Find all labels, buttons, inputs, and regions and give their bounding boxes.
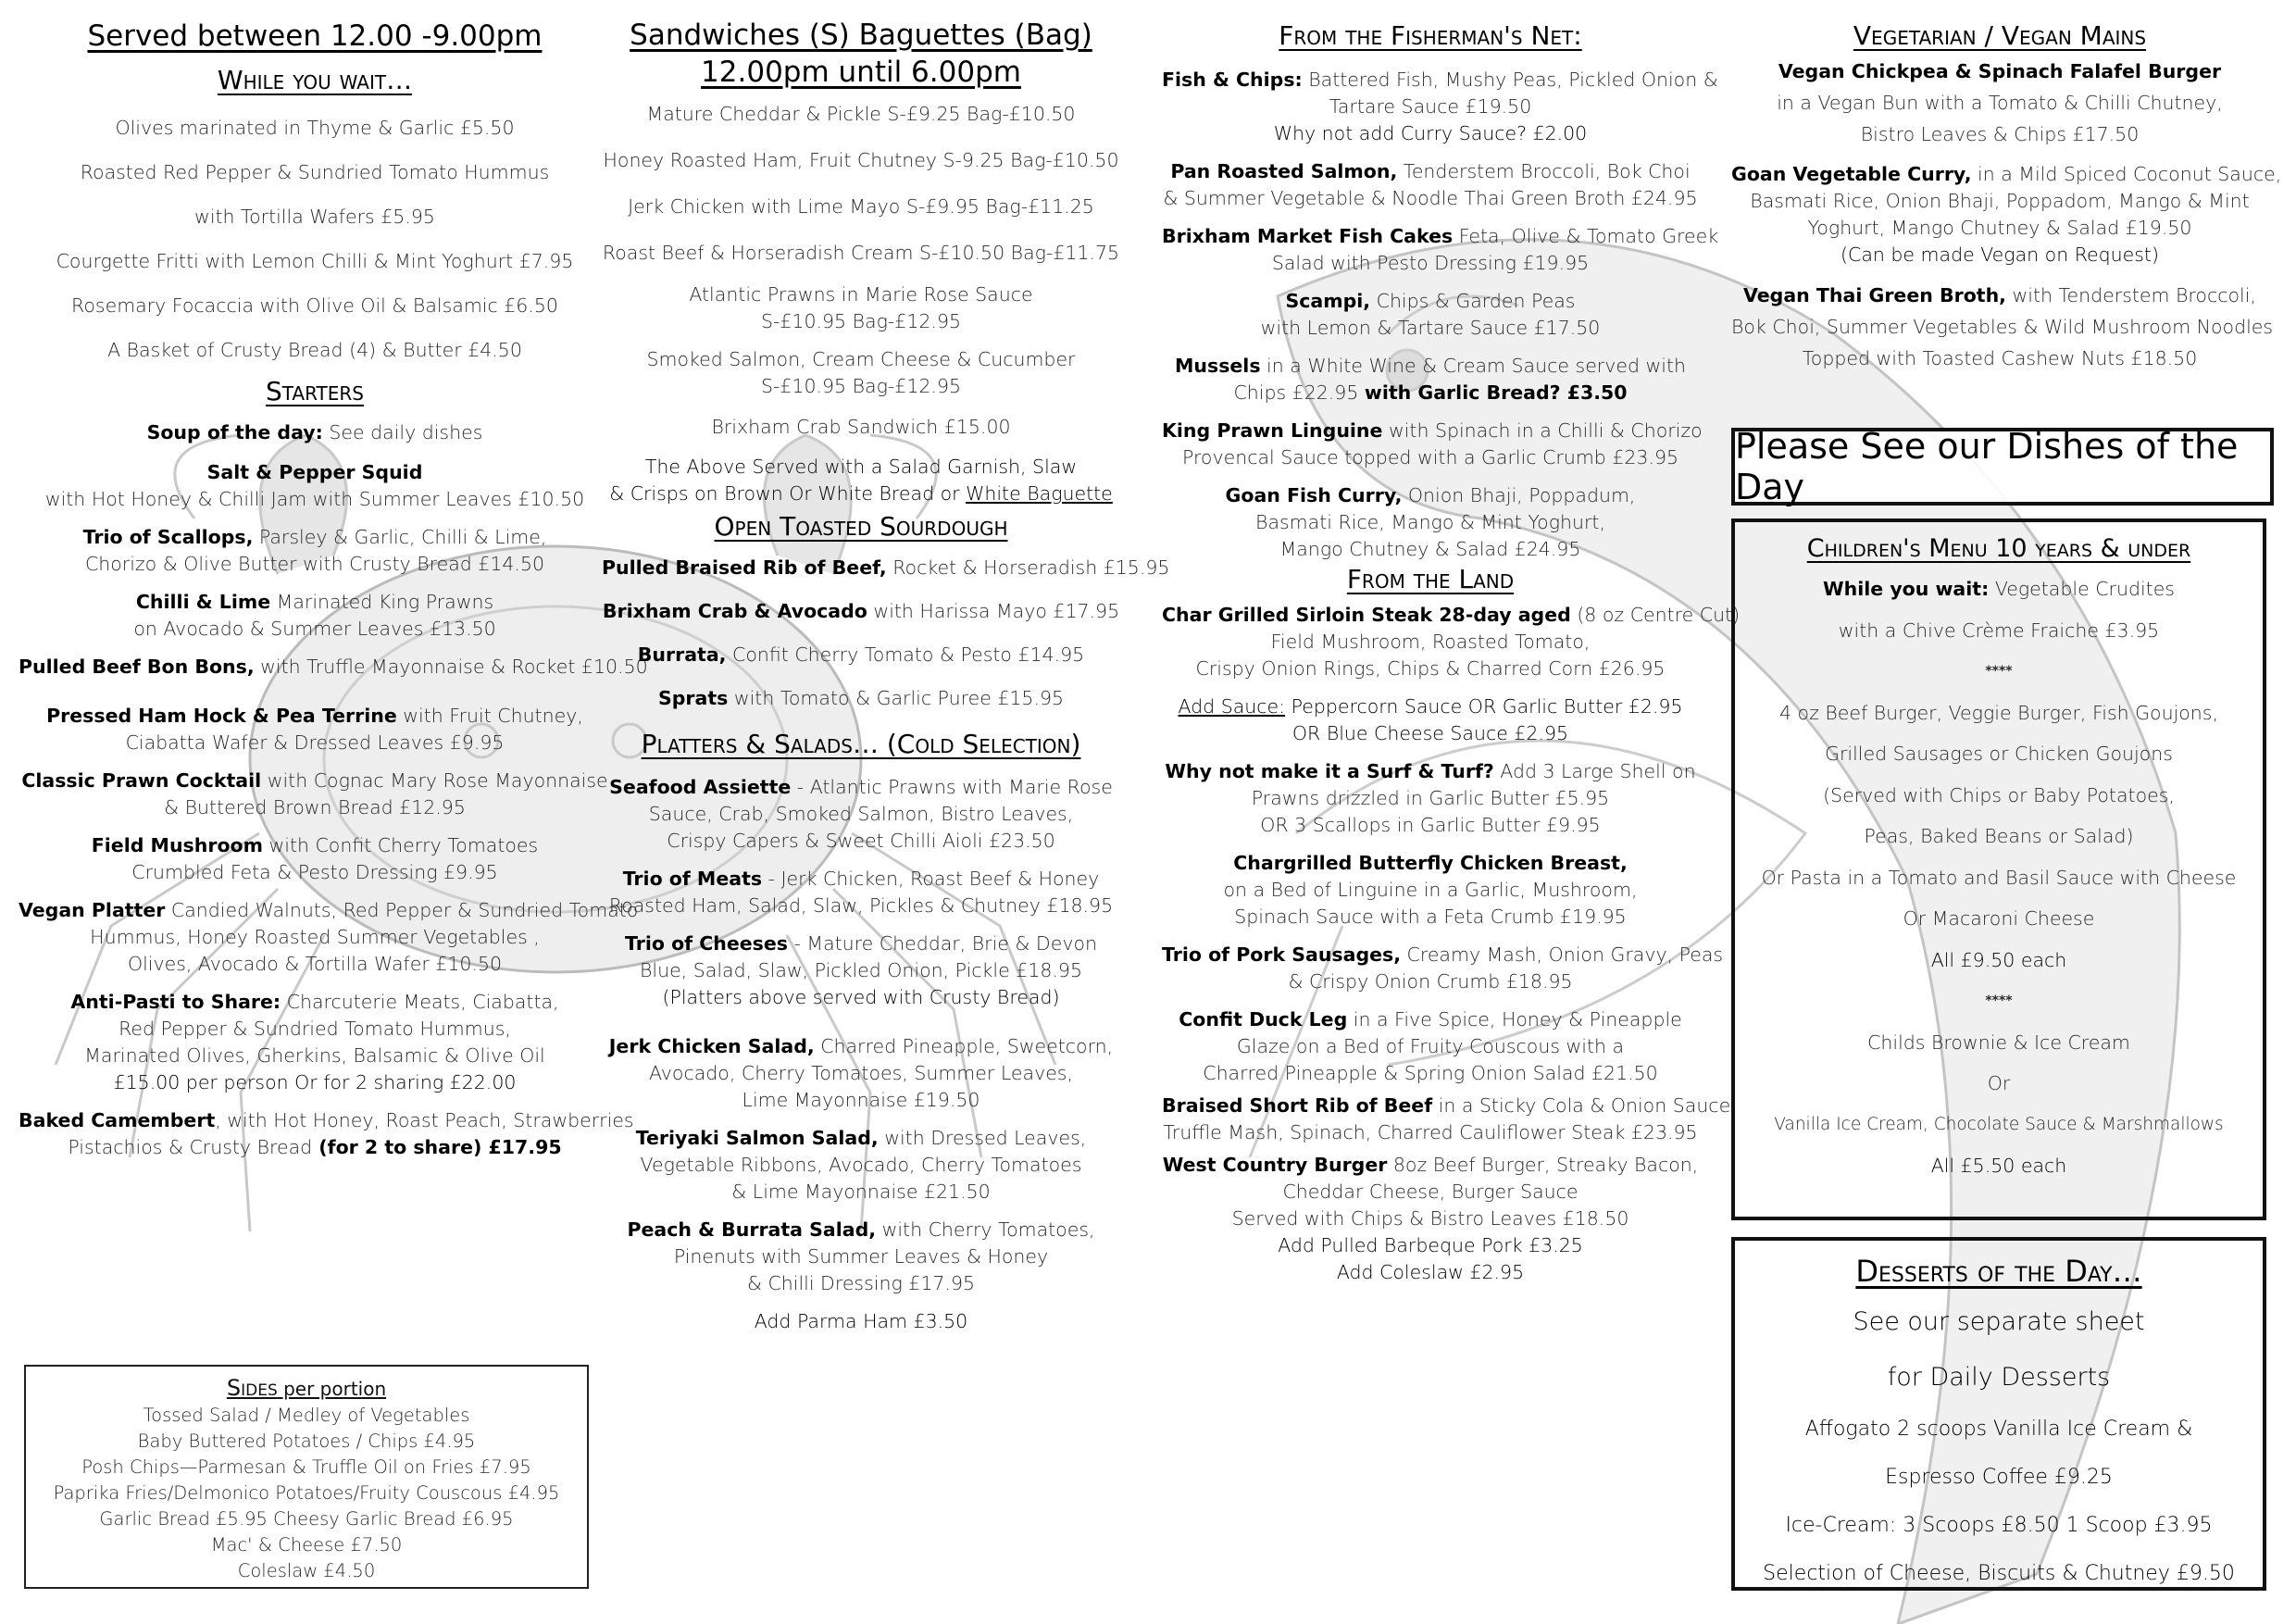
item-detail: OR 3 Scallops in Garlic Butter £9.95 (1260, 814, 1601, 836)
item-detail: with a Chive Crème Fraiche £3.95 (1838, 618, 2160, 642)
platter-item (602, 931, 1120, 957)
item-name: Field Mushroom (91, 834, 263, 856)
item-name: Anti-Pasti to Share: (70, 991, 281, 1013)
item-detail: Pinenuts with Summer Leaves & Honey (673, 1245, 1049, 1268)
item-name: Seafood Assiette (609, 776, 792, 798)
item-detail: Vegetable Ribbons, Avocado, Cherry Tomatoes (640, 1154, 1082, 1176)
platters-heading: Platters & Salads… (Cold Selection) (641, 729, 1081, 759)
sandwich-item: Brixham Crab Sandwich £15.00 (711, 416, 1011, 438)
column-vegetarian (1731, 17, 2282, 374)
item-detail: & Chilli Dressing £17.95 (746, 1272, 976, 1294)
salad-item (602, 1217, 1120, 1243)
starter-item (19, 459, 611, 486)
menu-item: Courgette Fritti with Lemon Chilli & Mint Yoghurt £7.95 (56, 250, 574, 272)
separator-stars: **** (1985, 664, 2013, 679)
vegan-platter (19, 897, 639, 924)
item-name: Brixham Crab & Avocado (602, 600, 867, 622)
sandwich-item: Smoked Salmon, Cream Cheese & Cucumber (646, 348, 1076, 370)
fish-item (1162, 418, 1703, 444)
fish-item (1162, 288, 1699, 315)
side-item: Mac' & Cheese £7.50 (210, 1534, 403, 1555)
item-extra: Add Coleslaw £2.95 (1336, 1261, 1525, 1283)
side-item: Posh Chips—Parmesan & Truffle Oil on Fries £7.95 (81, 1456, 531, 1478)
sourdough-item (602, 633, 1120, 677)
item-name: Pressed Ham Hock & Pea Terrine (46, 705, 397, 727)
land-item (1162, 602, 1741, 629)
item-name: Trio of Meats (622, 868, 763, 890)
item-detail-text: Chips £22.95 (1233, 381, 1365, 404)
item-name: Fish & Chips: (1162, 69, 1303, 91)
item-detail: Yoghurt, Mango Chutney & Salad £19.50 (1807, 217, 2192, 239)
starter-item (19, 524, 611, 551)
item-desc: - Mature Cheddar, Brie & Devon (787, 932, 1097, 955)
kids-item: Or Pasta in a Tomato and Basil Sauce with Cheese (1761, 866, 2237, 889)
item-detail: Avocado, Cherry Tomatoes, Summer Leaves, (648, 1062, 1074, 1084)
item-detail: Crispy Onion Rings, Chips & Charred Corn £26.95 (1195, 657, 1666, 680)
item-desc: in a Five Spice, Honey & Pineapple (1347, 1008, 1682, 1031)
item-name: Why not make it a Surf & Turf? (1165, 760, 1494, 782)
item-detail: Roasted Ham, Salad, Slaw, Pickles & Chutney £18.95 (608, 894, 1114, 917)
item-detail: Salad with Pesto Dressing £19.95 (1271, 252, 1590, 274)
item-name: Soup of the day: (146, 421, 323, 443)
side-item: Coleslaw £4.50 (237, 1560, 376, 1581)
salad-item (602, 1033, 1120, 1060)
item-detail: with Hot Honey & Chilli Jam with Summer Leaves £10.50 (44, 488, 585, 510)
side-item: Baby Buttered Potatoes / Chips £4.95 (137, 1430, 476, 1452)
item-desc: with Tenderstem Broccoli, (2005, 284, 2256, 306)
dessert-item: Selection of Cheese, Biscuits & Chutney £9.50 (1763, 1562, 2235, 1585)
veg-item (1731, 280, 2268, 311)
item-detail: with Lemon & Tartare Sauce £17.50 (1260, 317, 1601, 339)
item-desc: Charred Pineapple, Sweetcorn, (814, 1035, 1114, 1057)
sandwiches-hours: 12.00pm until 6.00pm (701, 56, 1021, 89)
item-detail: Chorizo & Olive Butter with Crusty Bread £14.50 (84, 553, 545, 575)
served-note: The Above Served with a Salad Garnish, Slaw (644, 456, 1078, 478)
desserts-note: See our separate sheet (1853, 1307, 2145, 1336)
sandwich-item: Roast Beef & Horseradish Cream S-£10.50 Bag-£11.75 (602, 242, 1120, 264)
item-detail: Marinated Olives, Gherkins, Balsamic & Olive Oil (84, 1044, 545, 1067)
kids-item: 4 oz Beef Burger, Veggie Burger, Fish Goujons, (1779, 701, 2218, 724)
item-name: Mussels (1175, 355, 1261, 377)
served-note-text: & Crisps on Brown Or White Bread or (609, 482, 967, 505)
childrens-menu-box (1731, 518, 2266, 1220)
land-item (1162, 1152, 1699, 1179)
fish-item (1162, 223, 1719, 250)
item-name: Sprats (657, 687, 729, 709)
dessert-item: Espresso Coffee £9.25 (1885, 1466, 2113, 1489)
add-sauce (1162, 693, 1699, 720)
item-detail: Mango Chutney & Salad £24.95 (1279, 538, 1581, 560)
item-name: Chilli & Lime (135, 591, 271, 613)
item-desc: , with Hot Honey, Roast Peach, Strawberries (215, 1109, 634, 1131)
veg-item (1731, 161, 2282, 188)
item-desc: See daily dishes (322, 421, 483, 443)
sourdough-item (602, 546, 1170, 590)
kids-item: Peas, Baked Beans or Salad) (1864, 825, 2134, 847)
served-note (602, 481, 1120, 507)
platter-item (602, 866, 1120, 893)
item-name: Confit Duck Leg (1179, 1008, 1348, 1031)
item-desc: Chips & Garden Peas (1370, 290, 1576, 312)
item-name: Chargrilled Butterfly Chicken Breast, (1233, 852, 1628, 874)
item-detail: Bistro Leaves & Chips £17.50 (1860, 123, 2140, 145)
starter-item (19, 589, 611, 616)
kids-while-you-wait (1735, 568, 2263, 610)
kids-item: Grilled Sausages or Chicken Goujons (1825, 743, 2173, 765)
item-name: Braised Short Rib of Beef (1162, 1094, 1433, 1117)
sandwich-item: Atlantic Prawns in Marie Rose Sauce (689, 283, 1033, 306)
item-desc: with Harissa Mayo £17.95 (867, 600, 1120, 622)
sourdough-heading: Open Toasted Sourdough (714, 511, 1008, 542)
item-desc: - Atlantic Prawns with Marie Rose (791, 776, 1113, 798)
item-desc: with Fruit Chutney, (396, 705, 583, 727)
item-detail: Glaze on a Bed of Fruity Couscous with a (1236, 1035, 1625, 1057)
side-item: Garlic Bread £5.95 Cheesy Garlic Bread £6.95 (99, 1508, 514, 1530)
item-detail-text: Pistachios & Crusty Bread (68, 1136, 313, 1158)
item-desc: Vegetable Crudites (1989, 578, 2175, 600)
fish-item (1162, 158, 1699, 185)
sandwich-item: Honey Roasted Ham, Fruit Chutney S-9.25 Bag-£10.50 (603, 149, 1119, 171)
item-name: Peach & Burrata Salad, (627, 1218, 877, 1241)
item-desc: Charcuterie Meats, Ciabatta, (281, 991, 559, 1013)
menu-item: Olives marinated in Thyme & Garlic £5.50 (115, 117, 515, 139)
while-you-wait-heading: While you wait… (217, 65, 413, 95)
item-name: Goan Fish Curry, (1225, 484, 1403, 506)
item-detail: Served with Chips & Bistro Leaves £18.50 (1231, 1207, 1629, 1230)
item-name: Pulled Beef Bon Bons, (19, 656, 255, 678)
item-name: Pulled Braised Rib of Beef, (602, 556, 887, 579)
dessert-item: Ice-Cream: 3 Scoops £8.50 1 Scoop £3.95 (1785, 1514, 2213, 1537)
sandwich-price: S-£10.95 Bag-£12.95 (760, 375, 962, 397)
item-name: Baked Camembert (19, 1109, 216, 1131)
side-item: Tossed Salad / Medley of Vegetables (143, 1405, 470, 1426)
item-desc: in a White Wine & Cream Sauce served with (1260, 355, 1686, 377)
desserts-box (1731, 1237, 2266, 1591)
item-detail-bold: with Garlic Bread? £3.50 (1364, 381, 1628, 404)
item-desc: with Cognac Mary Rose Mayonnaise (261, 769, 608, 792)
platter-note: (Platters above served with Crusty Bread) (662, 986, 1060, 1008)
item-detail: Red Pepper & Sundried Tomato Hummus, (119, 1018, 511, 1040)
item-detail (19, 1134, 611, 1161)
starters-heading: Starters (265, 376, 364, 406)
item-name: Salt & Pepper Squid (206, 461, 423, 483)
item-name: Char Grilled Sirloin Steak 28-day aged (1162, 604, 1571, 626)
vegetarian-heading: Vegetarian / Vegan Mains (1853, 20, 2147, 51)
kids-dessert: Childs Brownie & Ice Cream (1867, 1031, 2130, 1054)
item-desc: in a Sticky Cola & Onion Sauce, (1432, 1094, 1737, 1117)
item-detail: £15.00 per person Or for 2 sharing £22.00 (113, 1071, 517, 1093)
add-sauce-desc: Peppercorn Sauce OR Garlic Butter £2.95 (1285, 695, 1683, 718)
childrens-menu-heading: Children's Menu 10 years & under (1806, 534, 2191, 563)
sandwich-item: Mature Cheddar & Pickle S-£9.25 Bag-£10.50 (646, 103, 1076, 125)
from-the-land-heading: From the Land (1346, 564, 1515, 594)
land-item (1162, 1093, 1737, 1119)
land-item (1162, 1006, 1699, 1033)
item-name: Trio of Pork Sausages, (1162, 943, 1402, 966)
item-detail: Topped with Toasted Cashew Nuts £18.50 (1802, 347, 2198, 369)
kids-price: All £9.50 each (1930, 948, 2067, 971)
item-desc: with Dressed Leaves, (878, 1127, 1087, 1149)
menu-item: with Tortilla Wafers £5.95 (194, 206, 435, 228)
vegan-note: (Can be made Vegan on Request) (1841, 244, 2159, 266)
menu-item: A Basket of Crusty Bread (4) & Butter £4.50 (107, 339, 522, 361)
item-detail: on a Bed of Linguine in a Garlic, Mushroom, (1223, 879, 1638, 901)
item-detail: OR Blue Cheese Sauce £2.95 (1292, 722, 1569, 744)
soup-item (19, 417, 611, 448)
fisherman-heading: From the Fisherman's Net: (1279, 20, 1582, 51)
item-desc: in a Mild Spiced Coconut Sauce, (1971, 163, 2282, 185)
item-name: Goan Vegetable Curry, (1731, 163, 1972, 185)
item-desc: Confit Cherry Tomato & Pesto £14.95 (726, 643, 1085, 666)
column-mains (1162, 17, 1741, 1286)
menu-item: Roasted Red Pepper & Sundried Tomato Hummus (80, 161, 550, 183)
item-extra: Why not add Curry Sauce? £2.00 (1273, 122, 1588, 144)
dishes-of-the-day-box: Please See our Dishes of the Day (1731, 428, 2274, 506)
sandwich-item: Jerk Chicken with Lime Mayo S-£9.95 Bag-£11.25 (628, 195, 1094, 218)
item-detail: & Buttered Brown Bread £12.95 (164, 796, 466, 818)
item-detail: Basmati Rice, Onion Bhaji, Poppadom, Mango & Mint (1750, 190, 2250, 212)
item-desc: Creamy Mash, Onion Gravy, Peas (1401, 943, 1724, 966)
add-parma-ham: Add Parma Ham £3.50 (754, 1310, 968, 1332)
starter-item (19, 768, 611, 794)
starter-item (19, 703, 611, 730)
item-detail: & Summer Vegetable & Noodle Thai Green Broth £24.95 (1163, 187, 1698, 209)
land-item (1162, 850, 1699, 877)
item-name: Brixham Market Fish Cakes (1162, 225, 1454, 247)
item-detail: Bok Choi, Summer Vegetables & Wild Mushroom Noodles (1731, 316, 2274, 338)
item-name: Jerk Chicken Salad, (608, 1035, 815, 1057)
surf-and-turf (1162, 758, 1699, 785)
land-item (1162, 942, 1724, 968)
item-desc: Parsley & Garlic, Chilli & Lime, (253, 526, 547, 548)
item-name: Burrata, (637, 643, 727, 666)
dessert-item: Affogato 2 scoops Vanilla Ice Cream & (1804, 1418, 2193, 1441)
item-detail-bold: (for 2 to share) £17.95 (312, 1136, 562, 1158)
item-detail: Charred Pineapple & Spring Onion Salad £21.50 (1203, 1062, 1658, 1084)
sides-box (24, 1365, 589, 1589)
kids-item: Or Macaroni Cheese (1903, 907, 2095, 930)
sourdough-item (602, 590, 1120, 633)
item-detail: Hummus, Honey Roasted Summer Vegetables , (90, 926, 540, 948)
kids-dessert: Or (1987, 1072, 2011, 1094)
item-detail: Spinach Sauce with a Feta Crumb £19.95 (1234, 906, 1627, 928)
item-detail: Olives, Avocado & Tortilla Wafer £10.50 (127, 953, 503, 975)
starter-item (19, 832, 611, 859)
platter-item (602, 774, 1120, 801)
column-starters (19, 17, 648, 1161)
item-detail: Tartare Sauce £19.50 (1329, 95, 1532, 118)
item-detail: Truffle Mash, Spinach, Charred Cauliflower Steak £23.95 (1163, 1121, 1698, 1143)
item-name: Pan Roasted Salmon, (1170, 160, 1398, 182)
item-detail: in a Vegan Bun with a Tomato & Chilli Chutney, (1777, 92, 2223, 114)
item-detail: & Crispy Onion Crumb £18.95 (1288, 970, 1573, 993)
column-sandwiches (602, 17, 1170, 1335)
item-name: While you wait: (1823, 578, 1990, 600)
sides-heading (26, 1374, 587, 1403)
starter-item (19, 654, 648, 681)
add-sauce-label: Add Sauce: (1178, 695, 1286, 718)
item-detail (1162, 380, 1699, 406)
kids-dessert: Vanilla Ice Cream, Chocolate Sauce & Marshmallows (1774, 1114, 2224, 1134)
served-note-underline: White Baguette (966, 482, 1113, 505)
kids-dessert-price: All £5.50 each (1930, 1155, 2067, 1177)
item-desc: Marinated King Prawns (270, 591, 494, 613)
item-detail: Crumbled Feta & Pesto Dressing £9.95 (131, 861, 498, 883)
item-name: Scampi, (1285, 290, 1371, 312)
item-desc: Tenderstem Broccoli, Bok Choi (1397, 160, 1691, 182)
item-desc: - Jerk Chicken, Roast Beef & Honey (762, 868, 1100, 890)
fish-item (1162, 353, 1699, 380)
item-detail: Lime Mayonnaise £19.50 (742, 1089, 980, 1111)
item-name: Vegan Platter (19, 899, 166, 921)
sourdough-item (602, 677, 1120, 720)
service-hours: Served between 12.00 -9.00pm (87, 19, 543, 53)
sides-subtitle: per portion (277, 1378, 387, 1400)
item-desc: with Spinach in a Chilli & Chorizo (1382, 419, 1703, 442)
item-desc: with Truffle Mayonnaise & Rocket £10.50 (254, 656, 648, 678)
item-name: Trio of Scallops, (82, 526, 254, 548)
separator-stars: **** (1985, 993, 2013, 1008)
item-detail: Ciabatta Wafer & Dressed Leaves £9.95 (125, 731, 505, 754)
item-desc: Add 3 Large Shell on (1493, 760, 1696, 782)
desserts-note: for Daily Desserts (1887, 1363, 2111, 1392)
item-detail: Crispy Capers & Sweet Chilli Aioli £23.50 (667, 830, 1055, 852)
sandwich-price: S-£10.95 Bag-£12.95 (760, 310, 962, 332)
item-desc: Candied Walnuts, Red Pepper & Sundried Tomato (165, 899, 639, 921)
item-name: Vegan Chickpea & Spinach Falafel Burger (1778, 60, 2222, 82)
item-name: Teriyaki Salmon Salad, (635, 1127, 879, 1149)
side-item: Paprika Fries/Delmonico Potatoes/Fruity Couscous £4.95 (53, 1482, 560, 1504)
sandwiches-heading: Sandwiches (S) Baguettes (Bag) (630, 19, 1092, 52)
item-desc: Feta, Olive & Tomato Greek (1453, 225, 1719, 247)
fish-item (1162, 482, 1699, 509)
item-desc: Onion Bhaji, Poppadum, (1402, 484, 1636, 506)
item-name: Trio of Cheeses (624, 932, 788, 955)
item-desc: Rocket & Horseradish £15.95 (886, 556, 1170, 579)
item-desc: (8 oz Centre Cut) (1570, 604, 1741, 626)
item-detail: & Lime Mayonnaise £21.50 (731, 1181, 991, 1203)
fish-item (1162, 67, 1718, 94)
item-extra: Add Pulled Barbeque Pork £3.25 (1278, 1234, 1583, 1256)
item-detail: Sauce, Crab, Smoked Salmon, Bistro Leaves, (648, 803, 1074, 825)
item-detail: on Avocado & Summer Leaves £13.50 (133, 618, 496, 640)
anti-pasti (19, 989, 611, 1016)
menu-item: Rosemary Focaccia with Olive Oil & Balsamic £6.50 (71, 294, 558, 317)
item-detail: Prawns drizzled in Garlic Butter £5.95 (1251, 787, 1610, 809)
item-detail: Field Mushroom, Roasted Tomato, (1270, 631, 1591, 653)
item-desc: with Tomato & Garlic Puree £15.95 (728, 687, 1065, 709)
item-detail: Basmati Rice, Mango & Mint Yoghurt, (1255, 511, 1605, 533)
item-desc: with Cherry Tomatoes, (876, 1218, 1095, 1241)
item-desc: Battered Fish, Mushy Peas, Pickled Onion & (1302, 69, 1718, 91)
item-desc: 8oz Beef Burger, Streaky Bacon, (1387, 1154, 1699, 1176)
item-name: West Country Burger (1162, 1154, 1388, 1176)
kids-item: (Served with Chips or Baby Potatoes, (1823, 783, 2175, 806)
item-detail: Cheddar Cheese, Burger Sauce (1282, 1181, 1578, 1203)
desserts-heading: Desserts of the Day… (1855, 1254, 2142, 1289)
item-name: Classic Prawn Cocktail (21, 769, 262, 792)
item-desc: with Confit Cherry Tomatoes (262, 834, 539, 856)
sides-title: Sides (226, 1375, 278, 1401)
item-detail: Provencal Sauce topped with a Garlic Crumb £23.95 (1181, 446, 1679, 468)
item-name: King Prawn Linguine (1162, 419, 1383, 442)
item-name: Vegan Thai Green Broth, (1743, 284, 2006, 306)
baked-camembert (19, 1107, 634, 1134)
item-detail: Blue, Salad, Slaw, Pickled Onion, Pickle £18.95 (640, 959, 1082, 981)
veg-item (1731, 56, 2268, 87)
salad-item (602, 1125, 1120, 1152)
